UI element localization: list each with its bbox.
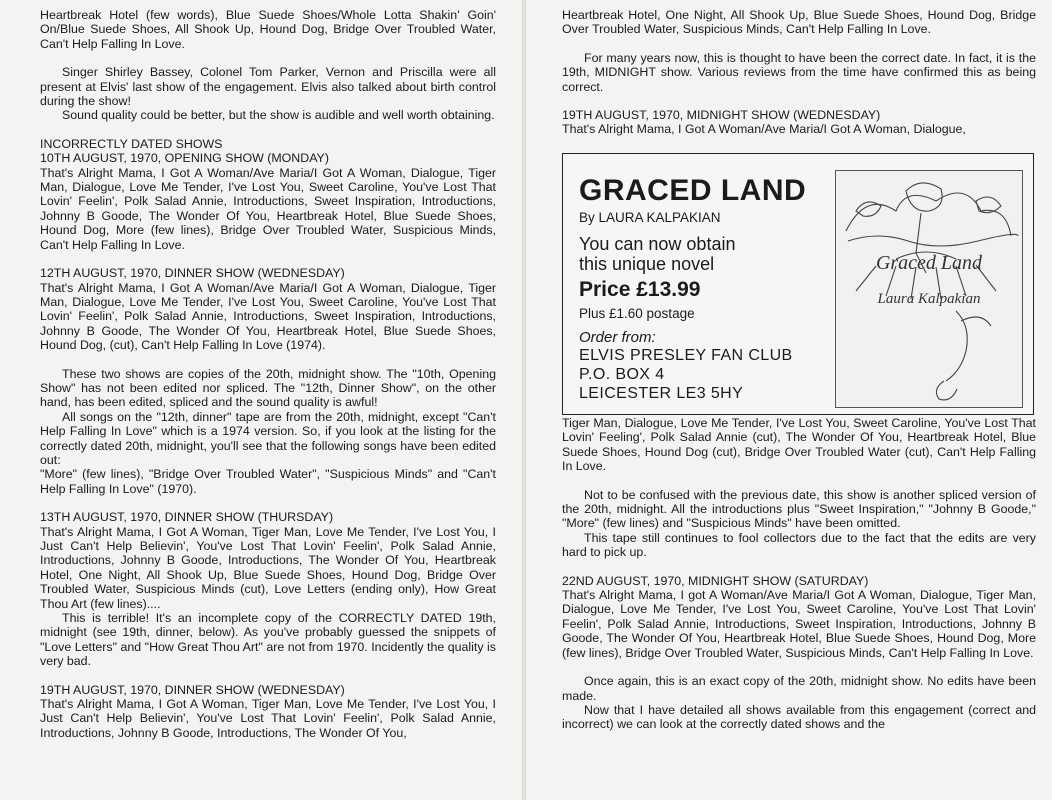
show-heading: 22ND AUGUST, 1970, MIDNIGHT SHOW (SATURDAY) xyxy=(562,573,869,588)
setlist: That's Alright Mama, I Got A Woman, Tiger Man, Love Me Tender, I've Lost You, I Just Can't Help Believin', You've Lost That Lovin' Feelin', Polk Salad Annie, Introductions, Johnny B Goode, Introductions, The Wonder Of You, xyxy=(40,697,496,740)
cover-drawing xyxy=(836,171,1022,407)
book-cover-illustration xyxy=(835,170,1023,408)
paragraph: Now that I have detailed all shows available from this engagement (correct and incorrect) we can look at the correctly dated shows and the xyxy=(562,702,1036,732)
paragraph: "More" (few lines), "Bridge Over Troubled Water", "Suspicious Minds" and "Can't Help Falling In Love" (1970). xyxy=(40,467,496,496)
show-heading: 19TH AUGUST, 1970, MIDNIGHT SHOW (WEDNESDAY) xyxy=(562,108,881,123)
show-heading: 19TH AUGUST, 1970, DINNER SHOW (WEDNESDAY) xyxy=(40,682,345,697)
cover-title-script: Graced Land xyxy=(875,252,983,274)
paragraph: This tape still continues to fool collectors due to the fact that the edits are very hard to pick up. xyxy=(562,530,1036,560)
advert-address-line: P.O. BOX 4 xyxy=(579,366,665,383)
show-heading: 13TH AUGUST, 1970, DINNER SHOW (THURSDAY) xyxy=(40,510,334,525)
advert-title: GRACED LAND xyxy=(579,174,807,207)
paragraph: Sound quality could be better, but the show is audible and well worth obtaining. xyxy=(62,108,495,123)
paragraph: Heartbreak Hotel (few words), Blue Suede Shoes/Whole Lotta Shakin' Goin' On/Blue Suede Shoes, All Shook Up, Hound Dog, Bridge Over Troubled Water, Can't Help Falling In Love. xyxy=(40,8,496,51)
book-advert xyxy=(562,153,1034,415)
advert-address-line: ELVIS PRESLEY FAN CLUB xyxy=(579,347,793,364)
setlist: That's Alright Mama, I got A Woman/Ave Maria/I Got A Woman, Dialogue, Tiger Man, Dialogue, Love Me Tender, I've Lost You, Sweet Caroline, You've Lost That Lovin' Feelin', Polk Salad Annie, Introductions, Sweet Inspiration, Introductions, Johnny B Goode, The Wonder Of You, Heartbreak Hotel, Blue Suede Shoes, Hound Dog, More (few lines), Bridge Over Troubled Water, Suspicious Minds, Can't Help Falling In Love. xyxy=(562,588,1036,660)
left-page xyxy=(0,0,522,800)
setlist: Heartbreak Hotel, One Night, All Shook Up, Blue Suede Shoes, Hound Dog, Bridge Over Troubled Water, Suspicious Minds, Can't Help Falling In Love. xyxy=(562,8,1036,37)
setlist: That's Alright Mama, I Got A Woman/Ave Maria/I Got A Woman, Dialogue, xyxy=(562,122,966,137)
right-page xyxy=(526,0,1052,800)
advert-order-label: Order from: xyxy=(579,329,656,346)
advert-line: You can now obtain xyxy=(579,234,736,254)
paragraph: These two shows are copies of the 20th, midnight show. The "10th, Opening Show" has not been edited nor spliced. The "12th, Dinner Show", on the other hand, has been edited, spliced and the sound quality is awful! xyxy=(40,366,496,410)
paragraph: Once again, this is an exact copy of the 20th, midnight show. No edits have been made. xyxy=(562,674,1036,703)
paragraph: For many years now, this is thought to have been the correct date. In fact, it is the 19th, MIDNIGHT show. Various reviews from the time have confirmed this as being correct. xyxy=(562,50,1036,94)
advert-postage: Plus £1.60 postage xyxy=(579,306,695,321)
advert-line: this unique novel xyxy=(579,254,715,274)
left-column xyxy=(40,8,496,740)
setlist: That's Alright Mama, I Got A Woman/Ave Maria/I Got A Woman, Dialogue, Tiger Man, Dialogue, Love Me Tender, I've Lost You, Sweet Caroline, You've Lost That Lovin' Feelin', Polk Salad Annie, Introductions, Sweet Inspiration, Introductions, Johnny B Goode, The Wonder Of You, Heartbreak Hotel, Blue Suede Shoes, Hound Dog, More (few lines), Bridge Over Troubled Water, Suspicious Minds, Can't Help Falling In Love. xyxy=(40,165,496,252)
right-column-bottom xyxy=(562,416,1036,732)
advert-byline: By LAURA KALPAKIAN xyxy=(579,210,721,225)
setlist: Tiger Man, Dialogue, Love Me Tender, I've Lost You, Sweet Caroline, You've Lost That Lovin' Feeling', Polk Salad Annie (cut), The Wonder Of You, Heartbreak Hotel, Blue Suede Shoes, Hound Dog (cut), Bridge Over Troubled Water (cut), Can't Help Falling In Love. xyxy=(562,416,1036,474)
advert-address-line: LEICESTER LE3 5HY xyxy=(579,385,744,402)
show-heading: 12TH AUGUST, 1970, DINNER SHOW (WEDNESDAY) xyxy=(40,266,345,281)
cover-author-script: Laura Kalpakian xyxy=(877,291,981,307)
paragraph: Not to be confused with the previous date, this show is another spliced version of the 20th, midnight. All the introductions plus "Sweet Inspiration," "Johnny B Goode," "More" (few lines) and "Suspicious Minds" have been omitted. xyxy=(562,487,1036,531)
paragraph: All songs on the "12th, dinner" tape are from the 20th, midnight, except "Can't Help Falling In Love" which is a 1974 version. So, if you look at the listing for the correctly dated 20th, midnight, you'll see that the following songs have been edited out: xyxy=(40,409,496,467)
paragraph: Singer Shirley Bassey, Colonel Tom Parker, Vernon and Priscilla were all present at Elvis' last show of the engagement. Elvis also talked about birth control during the show! xyxy=(40,65,496,109)
advert-price: Price £13.99 xyxy=(579,278,701,301)
section-heading: INCORRECTLY DATED SHOWS xyxy=(40,136,223,151)
setlist: That's Alright Mama, I Got A Woman/Ave Maria/I Got A Woman, Dialogue, Tiger Man, Dialogue, Love Me Tender, I've Lost You, Sweet Caroline, You've Lost That Lovin' Feelin', Polk Salad Annie, Introductions, Sweet Inspiration, Introductions, Johnny B Goode, The Wonder Of You, Heartbreak Hotel, Blue Suede Shoes, Hound Dog, (cut), Can't Help Falling In Love (1974). xyxy=(40,280,496,353)
show-heading: 10TH AUGUST, 1970, OPENING SHOW (MONDAY) xyxy=(40,151,329,166)
right-column-top xyxy=(562,8,1036,137)
setlist: That's Alright Mama, I Got A Woman, Tiger Man, Love Me Tender, I've Lost You, I Just Can't Help Believin', You've Lost That Lovin' Feelin', Polk Salad Annie, Introductions, Johnny B Goode, Introductions, The Wonder Of You, Heartbreak Hotel, One Night, All Shook Up, Blue Suede Shoes, Hound Dog, Bridge Over Troubled Water, Suspicious Minds (cut), Love Letters (ending only), How Great Thou Art (few lines).... xyxy=(40,524,496,611)
paragraph: This is terrible! It's an incomplete copy of the CORRECTLY DATED 19th, midnight (see 19th, dinner, below). As you've probably guessed the snippets of "Love Letters" and "How Great Thou Art" are not from 1970. Incidently the quality is very bad. xyxy=(40,611,496,669)
